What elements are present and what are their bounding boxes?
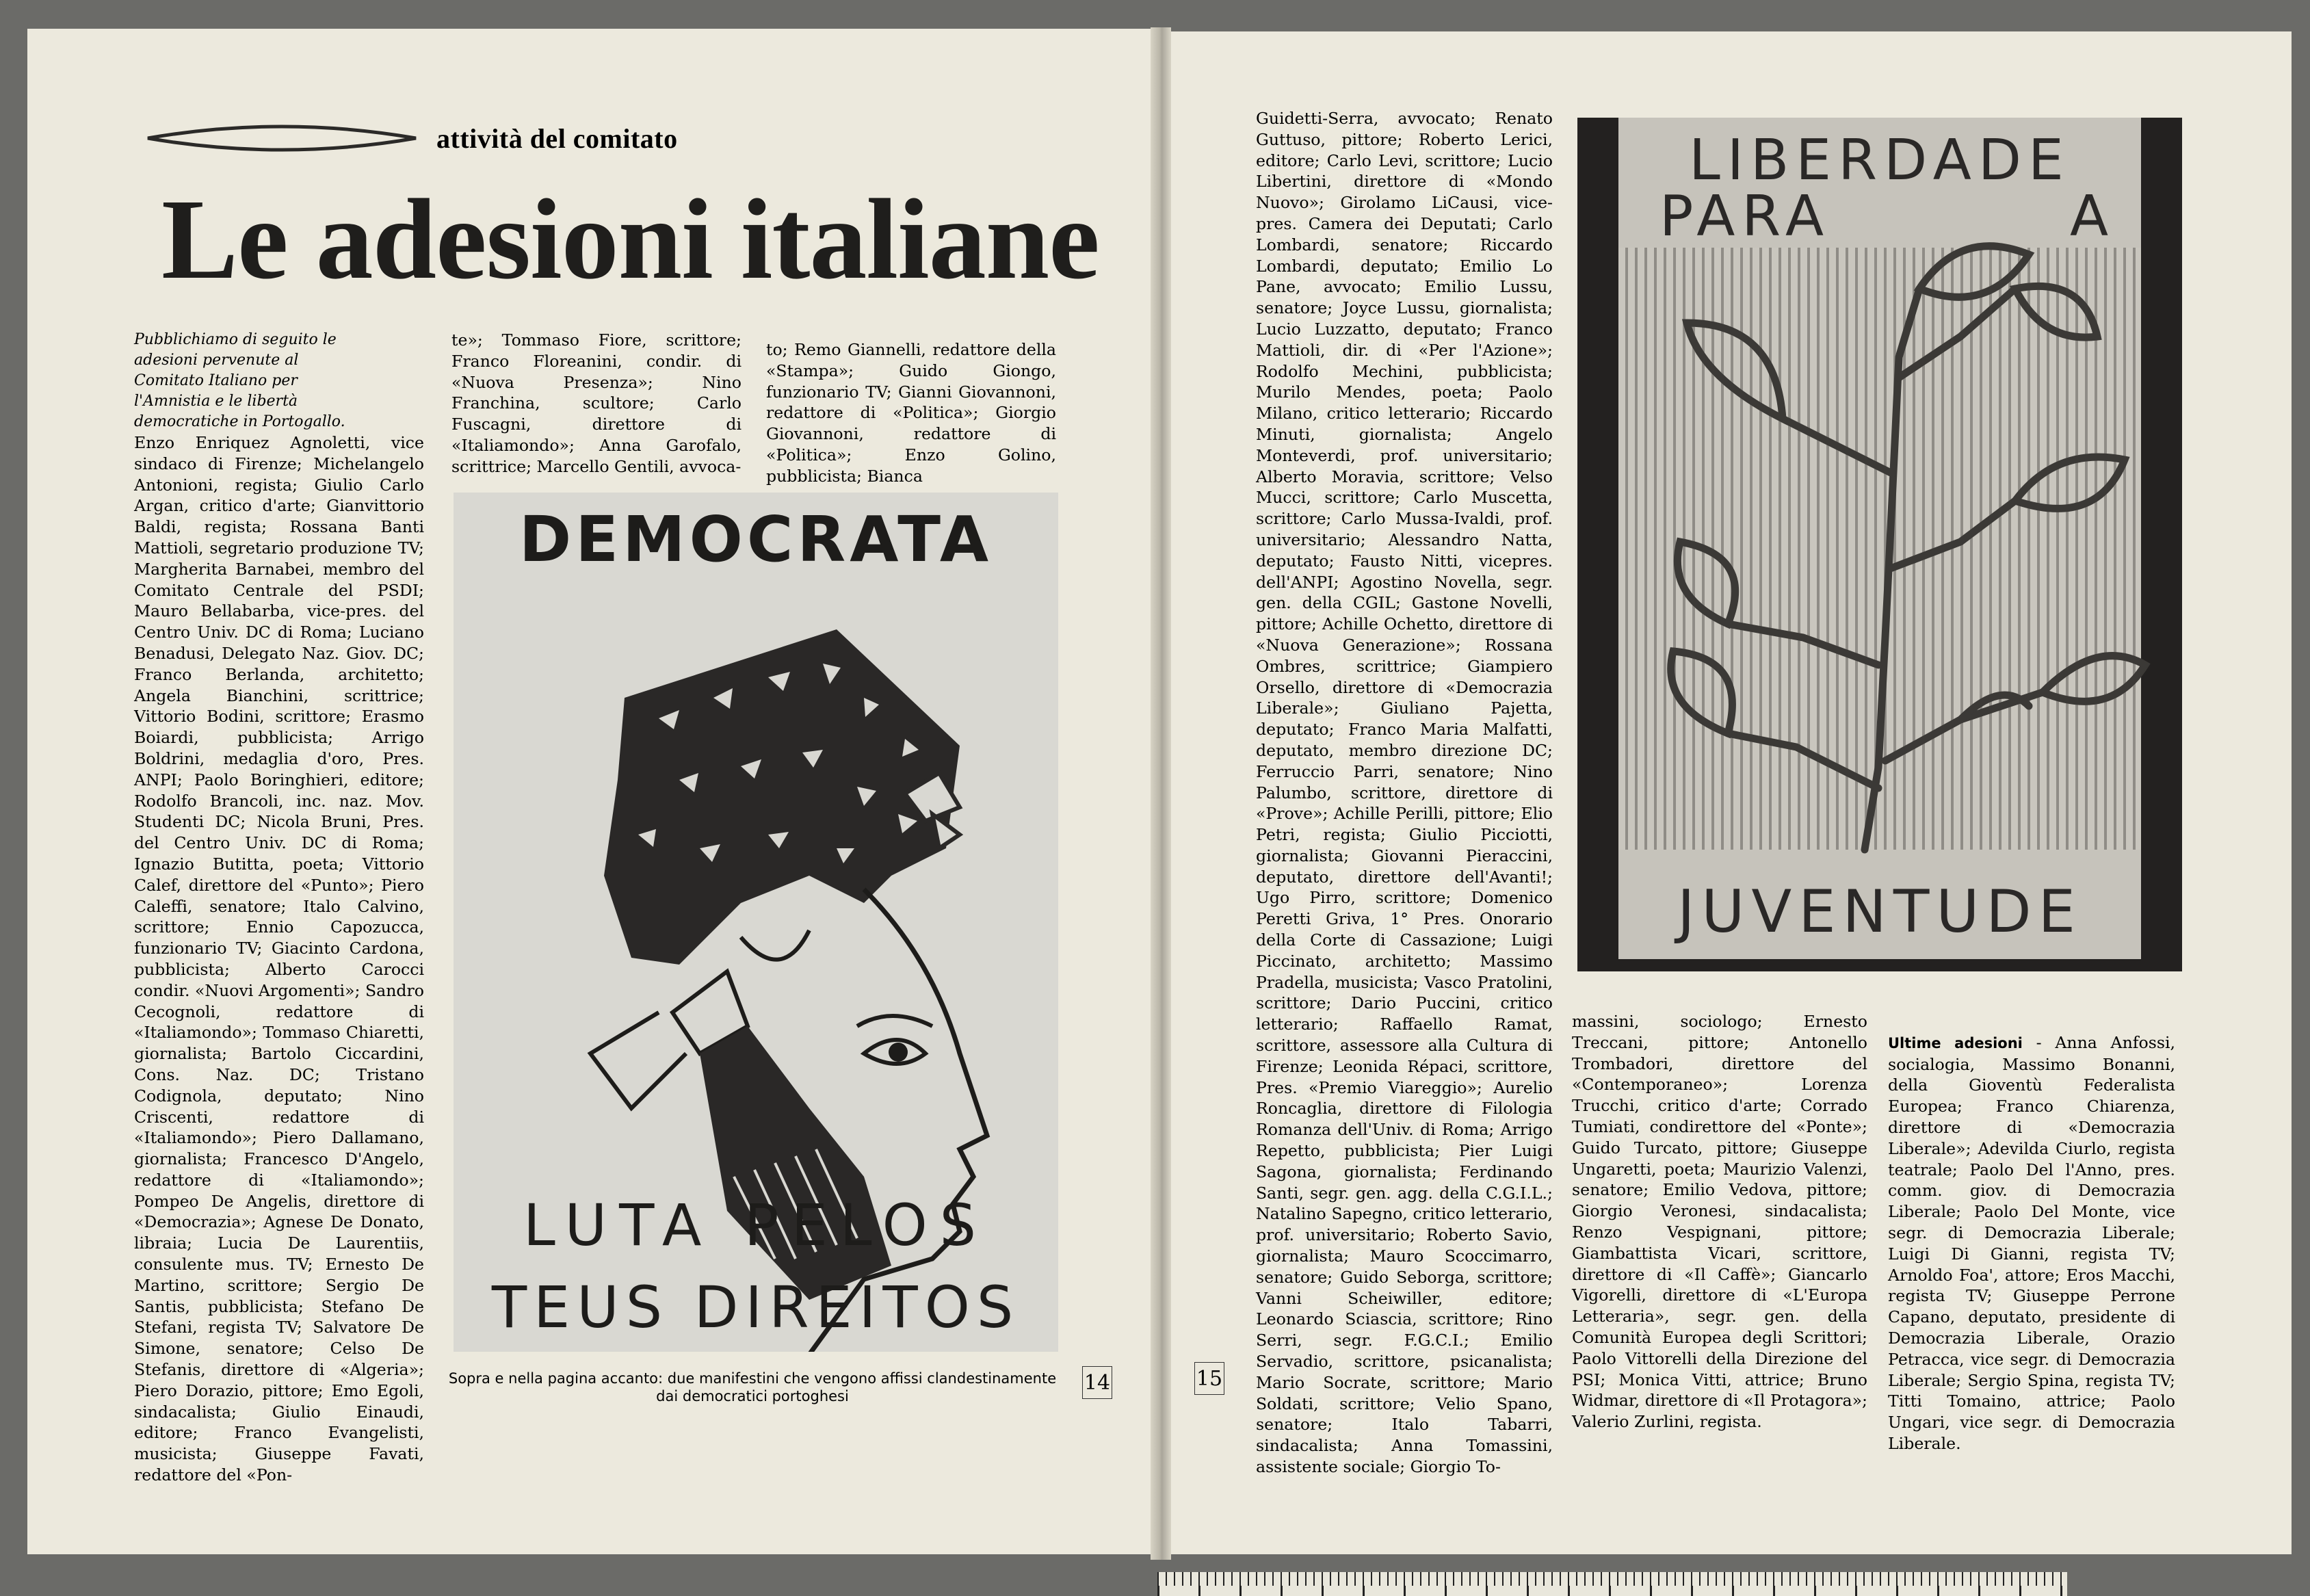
right-column-2: massini, sociologo; Ernesto Treccani, pittore; Antonello Trombadori, direttore del «Contemporaneo»; Lorenza Trucchi, critico d'arte; Corrado Tumiati, condirettore del «Ponte»; Guido Turcato, pittore; Giuseppe Ungaretti, poeta; Maurizio Valenzi, senatore; Emilio Vedova, pittore; Giorgio Veronesi, sindacalista; Renzo Vespignani, pittore; Giambattista Vicari, scrittore, direttore di «Il Caffè»; Giancarlo Vigorelli, direttore di «L'Europa Letteraria», segr. gen. della Comunità Europea degli Scrittori; Paolo Vittorelli della Direzione del PSI; Monica Vitti, attrice; Bruno Widmar, direttore di «Il Protagora»; Valerio Zurlini, regista. (1572, 1012, 1867, 1432)
latest-adhesions-text: - Anna Anfossi, socialogia, Massimo Bonanni, della Gioventù Federalista Europea; Franco Chiarenza, direttore di «Democrazia Liberale»; Adevilda Ciurlo, regista teatrale; Paolo Del l'Anno, pres. comm. giov. di Democrazia Liberale; Paolo Del Monte, vice segr. di Democrazia Liberale; Luigi Di Gianni, regista TV; Arnoldo Foa', attore; Eros Macchi, regista TV; Giuseppe Perrone Capano, deputato, presidente di Democrazia Liberale, Orazio Petracca, vice segr. di Democrazia Liberale; Sergio Spina, regista TV; Titti Tomaino, attrice; Paolo Ungari, vice segr. di Democrazia Liberale. (1888, 1032, 2175, 1453)
latest-adhesions (1888, 1011, 2175, 1454)
woman-profile-illustration (454, 493, 1058, 1352)
poster-caption: Sopra e nella pagina accanto: due manifestini che vengono affissi clandestinamente dai democratici portoghesi (448, 1370, 1057, 1404)
page-number-left: 14 (1082, 1366, 1112, 1399)
section-header (145, 118, 678, 159)
leaf-ornament-icon (145, 118, 419, 159)
poster-bottom-text: JUVENTUDE (1677, 878, 2082, 946)
poster-top-line2b: A (2070, 184, 2109, 249)
intro-text: Pubblichiamo di seguito le adesioni pervenute al Comitato Italiano per l'Amnistia e le libertà democratiche in Portogallo. (134, 331, 345, 430)
poster-top-line1: LIBERDADE (1689, 128, 2071, 193)
ruler-major-ticks (1157, 1586, 2067, 1596)
left-column-1: Enzo Enriquez Agnoletti, vice sindaco di Firenze; Michelangelo Antonioni, regista; Giulio Carlo Argan, critico d'arte; Gianvittorio Baldi, regista; Rossana Banti Mattioli, segretario produzione TV; Margherita Barnabei, membro del Comitato Centrale del PSDI; Mauro Bellabarba, vice-pres. del Centro Univ. DC di Roma; Luciano Benadusi, Delegato Naz. Giov. DC; Franco Berlanda, architetto; Angela Bianchini, scrittrice; Vittorio Bodini, scrittore; Erasmo Boiardi, pubblicista; Arrigo Boldrini, medaglia d'oro, Pres. ANPI; Paolo Boringhieri, editore; Rodolfo Brancoli, inc. naz. Mov. Studenti DC; Nicola Bruni, Pres. del Centro Univ. DC di Roma; Ignazio Butitta, poeta; Vittorio Calef, direttore del «Punto»; Piero Caleffi, senatore; Italo Calvino, scrittore; Ennio Capozucca, funzionario TV; Giacinto Cardona, pubblicista; Alberto Carocci condir. «Nuovi Argomenti»; Sandro Cecognoli, redattore di «Italiamondo»; Tommaso Chiaretti, giornalista; Bartolo Ciccardini, Cons. Naz. DC; Tristano Codignola, deputato; Nino Criscenti, redattore di «Italiamondo»; Piero Dallamano, giornalista; Francesco D'Angelo, redattore di «Italiamondo»; Pompeo De Angelis, direttore di «Democrazia»; Agnese De Donato, libraia; Lucia De Laurentiis, consulente mus. TV; Ernesto De Martino, scrittore; Sergio De Santis, pubblicista; Stefano De Stefani, regista TV; Salvatore De Simone, senatore; Celso De Stefanis, direttore di «Algeria»; Piero Dorazio, pittore; Emo Egoli, sindacalista; Giulio Einaudi, editore; Franco Evangelisti, musicista; Giuseppe Favati, redattore del «Pon- (134, 433, 424, 1485)
ruler-ticks (1157, 1572, 2067, 1586)
right-column-1: Guidetti-Serra, avvocato; Renato Guttuso, pittore; Roberto Lerici, editore; Carlo Levi, scrittore; Lucio Libertini, direttore di «Mondo Nuovo»; Girolamo LiCausi, vice-pres. Camera dei Deputati; Carlo Lombardi, senatore; Riccardo Lombardi, deputato; Emilio Lo Pane, avvocato; Emilio Lussu, senatore; Joyce Lussu, giornalista; Lucio Luzzatto, deputato; Franco Mattioli, dir. di «Per l'Azione»; Rodolfo Mechini, pubblicista; Murilo Mendes, poeta; Paolo Milano, critico letterario; Riccardo Minuti, giornalista; Angelo Monteverdi, prof. universitario; Alberto Moravia, scrittore; Velso Mucci, scrittore; Carlo Muscetta, scrittore; Carlo Mussa-Ivaldi, prof. universitario; Alessandro Natta, deputato; Fausto Nitti, vicepres. dell'ANPI; Agostino Novella, segr. gen. della CGIL; Gastone Novelli, pittore; Achille Ochetto, direttore di «Nuova Generazione»; Rossana Ombres, scrittrice; Giampiero Orsello, direttore di «Democrazia Liberale»; Giuliano Pajetta, deputato; Franco Maria Malfatti, deputato, membro direzione DC; Ferruccio Parri, senatore; Nino Palumbo, scrittore, direttore di «Prove»; Achille Perilli, pittore; Elio Petri, regista; Giulio Picciotti, giornalista; Giovanni Pieraccini, deputato, direttore dell'Avanti!; Ugo Pirro, scrittore; Domenico Peretti Griva, 1° Pres. Onorario della Corte di Cassazione; Luigi Piccinato, architetto; Massimo Pradella, musicista; Vasco Pratolini, scrittore; Dario Puccini, critico letterario; Raffaello Ramat, scrittore, assessore alla Cultura di Firenze; Leonida Répaci, scrittore, Pres. «Premio Viareggio»; Aurelio Roncaglia, direttore di Filologia Romanza dell'Univ. di Roma; Arrigo Repetto, pubblicista; Pier Luigi Sagona, giornalista; Ferdinando Santi, segr. gen. agg. della C.G.I.L.; Natalino Sapegno, critico letterario, prof. universitario; Roberto Savio, giornalista; Mauro Scoccimarro, senatore; Guido Seborga, scrittore; Vanni Scheiwiller, editore; Leonardo Sciascia, scrittore; Rino Serri, segr. F.G.C.I.; Emilio Servadio, scrittore, psicanalista; Mario Socrate, scrittore; Mario Soldati, scrittore; Velio Spano, senatore; Italo Tabarri, sindacalista; Anna Tomassini, assistente sociale; Giorgio To- (1256, 109, 1553, 1476)
poster-democrata (454, 493, 1058, 1352)
poster-top-line2: PARA (1659, 184, 1831, 249)
left-column-3: to; Remo Giannelli, redattore della «Stampa»; Guido Giongo, funzionario TV; Gianni Giovannoni, redattore di «Politica»; Giorgio Giovannoni, redattore di «Politica»; Enzo Golino, pubblicista; Bianca (766, 340, 1056, 486)
page-gutter (1151, 27, 1171, 1560)
left-column-2: te»; Tommaso Fiore, scrittore; Franco Floreanini, condir. di «Nuova Presenza»; Nino Franchina, scultore; Carlo Fuscagni, direttore di «Italiamondo»; Anna Garofalo, scrittrice; Marcello Gentili, avvoca- (451, 330, 741, 476)
poster-bottom-line1: LUTA PELOS (523, 1192, 989, 1259)
branch-illustration (1577, 118, 2182, 971)
page-title: Le adesioni italiane (161, 176, 1099, 303)
section-label: attività del comitato (436, 122, 678, 154)
poster-liberdade (1577, 118, 2182, 971)
page-number-right: 15 (1194, 1362, 1224, 1395)
poster-top-text: DEMOCRATA (519, 503, 993, 576)
poster-bottom-line2: TEUS DIREITOS (491, 1274, 1021, 1341)
latest-adhesions-heading: Ultime adesioni (1888, 1034, 2023, 1051)
